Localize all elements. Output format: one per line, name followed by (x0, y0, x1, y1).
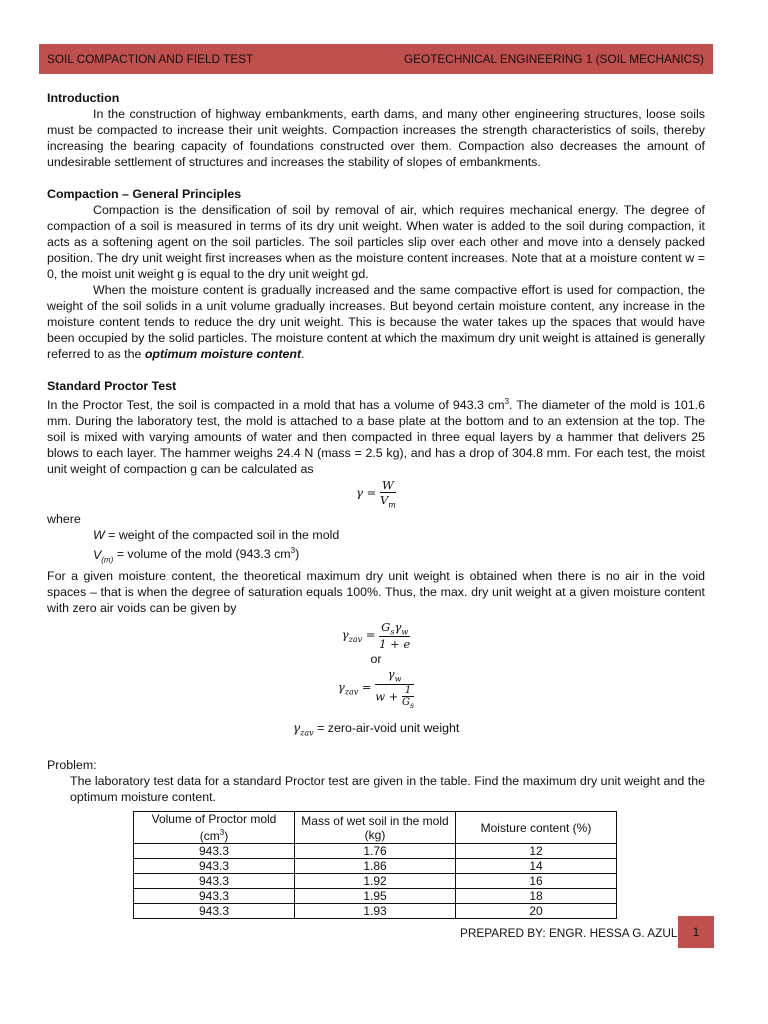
col-header-mass: Mass of wet soil in the mold (kg) (295, 812, 456, 844)
table-cell: 12 (456, 844, 617, 859)
vm-definition: $V_{(m)}$ = volume of the mold (943.3 $cm^3$) (93, 546, 300, 565)
page-number-box (678, 916, 714, 948)
intro-heading: Introduction (47, 91, 120, 105)
principles-heading: Compaction – General Principles (47, 187, 242, 201)
zav-definition: $\gamma_{zav}$ = zero-air-void unit weight (292, 719, 460, 738)
or-label: or (370, 652, 382, 667)
table-cell: 943.3 (134, 859, 295, 874)
where-label: where (47, 512, 81, 527)
proctor-paragraph-1: In the Proctor Test, the soil is compacted in a mold that has a volume of 943.3 $cm^3$. The diameter of the mold is 101.6 mm. During the laboratory test, the mold is attached to a base plate at the bottom and to an extension at the top. The soil is mixed with varying amounts of water and then compacted in three equal layers by a hammer that delivers 25 blows to each layer. The hammer weighs 24.4 N (mass = 2.5 kg), and has a drop of 304.8 mm. For each test, the moist unit weight of compaction g can be calculated as (47, 397, 705, 477)
equation-zav-2: $\gamma_{zav}$ = $\gamma_w$ w + $\frac{1}{G_s}$ (337, 667, 415, 710)
problem-label: Problem: (47, 758, 97, 773)
table-cell: 943.3 (134, 904, 295, 919)
equation-zav-1: $\gamma_{zav}$ = $\frac{G_s\gamma_w}{1 + e}$ (341, 620, 411, 652)
problem-text: The laboratory test data for a standard Proctor test are given in the table. Find the maximum dry unit weight and the optimum moisture content. (70, 774, 705, 805)
document-body (47, 90, 705, 919)
table-row (134, 889, 617, 904)
header-right-title: GEOTECHNICAL ENGINEERING 1 (SOIL MECHANICS) (404, 52, 704, 66)
table-cell: 20 (456, 904, 617, 919)
col-header-moisture: Moisture content (%) (456, 812, 617, 844)
header-left-title: SOIL COMPACTION AND FIELD TEST (47, 52, 254, 66)
table-header-row (134, 812, 617, 844)
table-cell: 1.76 (295, 844, 456, 859)
table-cell: 18 (456, 889, 617, 904)
table-cell: 16 (456, 874, 617, 889)
proctor-data-table (133, 811, 617, 919)
intro-paragraph: In the construction of highway embankments, earth dams, and many other engineering structures, loose soils must be compacted to increase their unit weights. Compaction increases the strength characteristics of soils, thereby increasing the bearing capacity of foundations constructed over them. Compaction also decreases the amount of undesirable settlement of structures and increases the stability of slopes of embankments. (47, 107, 705, 169)
table-cell: 943.3 (134, 844, 295, 859)
col-header-volume: Volume of Proctor mold $(cm^3)$ (134, 812, 295, 844)
table-row (134, 874, 617, 889)
table-cell: 14 (456, 859, 617, 874)
table-cell: 1.93 (295, 904, 456, 919)
equation-moist-unit-weight: γ = $\frac{W}{V_m}$ (356, 478, 396, 510)
table-row (134, 859, 617, 874)
prepared-by: PREPARED BY: ENGR. HESSA G. AZUL (460, 926, 678, 940)
table-cell: 1.92 (295, 874, 456, 889)
table-row (134, 844, 617, 859)
table-cell: 1.95 (295, 889, 456, 904)
proctor-paragraph-2: For a given moisture content, the theoretical maximum dry unit weight is obtained when there is no air in the void spaces – that is when the degree of saturation equals 100%. Thus, the max. dry unit weight at a given moisture content with zero air voids can be given by (47, 569, 705, 616)
page-header (39, 44, 713, 74)
principles-paragraph-1: Compaction is the densification of soil by removal of air, which requires mechanical energy. The degree of compaction of a soil is measured in terms of its dry unit weight. When water is added to the soil during compaction, it acts as a softening agent on the soil particles. The soil particles slip over each other and move into a densely packed position. The dry unit weight first increases when as the moisture content increases. Note that at a moisture content w = 0, the moist unit weight g is equal to the dry unit weight gd. (47, 203, 705, 281)
principles-paragraph-2: When the moisture content is gradually increased and the same compactive effort is used for compaction, the weight of the soil solids in a unit volume gradually increases. But beyond certain moisture content, any increase in the moisture content tends to reduce the dry unit weight. This is because the water takes up the spaces that would have been occupied by the solid particles. The moisture content at which the maximum dry unit weight is attained is generally referred to as the optimum moisture content. (47, 283, 705, 361)
page-number: 1 (692, 925, 700, 939)
optimum-moisture-term: optimum moisture content (144, 347, 302, 361)
table-cell: 943.3 (134, 874, 295, 889)
table-row (134, 904, 617, 919)
w-definition: W = weight of the compacted soil in the mold (93, 528, 340, 543)
table-cell: 943.3 (134, 889, 295, 904)
proctor-heading: Standard Proctor Test (47, 379, 177, 393)
table-cell: 1.86 (295, 859, 456, 874)
